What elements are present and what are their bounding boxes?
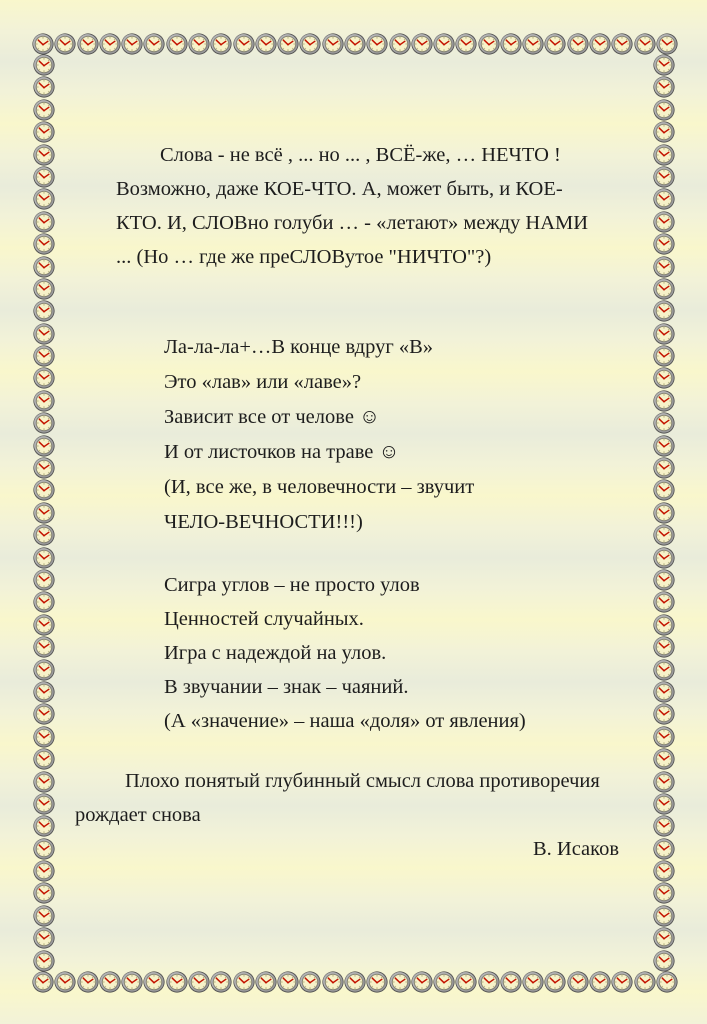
clock-icon xyxy=(299,971,321,993)
clock-icon xyxy=(33,681,55,703)
clock-icon xyxy=(33,457,55,479)
clock-icon xyxy=(653,76,675,98)
clock-icon xyxy=(32,33,54,55)
clock-icon xyxy=(33,256,55,278)
clock-icon xyxy=(653,278,675,300)
clock-icon xyxy=(277,971,299,993)
clock-icon xyxy=(656,33,678,55)
clock-icon xyxy=(99,971,121,993)
clock-icon xyxy=(653,726,675,748)
clock-icon xyxy=(653,905,675,927)
clock-icon xyxy=(653,860,675,882)
clock-icon xyxy=(233,33,255,55)
clock-icon xyxy=(33,524,55,546)
clock-icon xyxy=(366,971,388,993)
intro-paragraph xyxy=(116,138,634,274)
clock-icon xyxy=(33,547,55,569)
clock-icon xyxy=(653,838,675,860)
clock-icon xyxy=(33,211,55,233)
clock-icon xyxy=(653,793,675,815)
clock-icon xyxy=(33,838,55,860)
clock-icon xyxy=(33,905,55,927)
clock-icon xyxy=(33,591,55,613)
stanza-line: В звучании – знак – чаяний. xyxy=(164,676,409,698)
clock-icon xyxy=(121,971,143,993)
clock-icon xyxy=(653,659,675,681)
clock-icon xyxy=(653,950,675,972)
clock-icon xyxy=(653,345,675,367)
clock-icon xyxy=(653,144,675,166)
clock-icon xyxy=(455,33,477,55)
clock-icon xyxy=(121,33,143,55)
clock-icon xyxy=(33,99,55,121)
clock-icon xyxy=(653,927,675,949)
clock-border-bottom xyxy=(32,971,678,993)
clock-icon xyxy=(33,76,55,98)
clock-icon xyxy=(188,33,210,55)
clock-icon xyxy=(322,33,344,55)
clock-icon xyxy=(411,971,433,993)
clock-icon xyxy=(653,54,675,76)
clock-icon xyxy=(653,547,675,569)
clock-icon xyxy=(653,636,675,658)
clock-icon xyxy=(33,703,55,725)
clock-icon xyxy=(653,412,675,434)
clock-icon xyxy=(210,971,232,993)
clock-icon xyxy=(33,502,55,524)
stanza-line: Зависит все от челове ☺ xyxy=(164,406,380,428)
clock-icon xyxy=(210,33,232,55)
clock-icon xyxy=(455,971,477,993)
clock-icon xyxy=(33,121,55,143)
clock-icon xyxy=(611,33,633,55)
clock-icon xyxy=(522,971,544,993)
clock-icon xyxy=(33,390,55,412)
clock-icon xyxy=(478,33,500,55)
clock-icon xyxy=(634,33,656,55)
clock-icon xyxy=(653,367,675,389)
clock-icon xyxy=(389,33,411,55)
clock-border-top xyxy=(32,33,678,55)
clock-icon xyxy=(389,971,411,993)
clock-icon xyxy=(653,614,675,636)
clock-icon xyxy=(255,971,277,993)
closing-line: Плохо понятый глубинный смысл слова противоречия xyxy=(125,770,600,792)
clock-icon xyxy=(299,33,321,55)
closing-paragraph xyxy=(75,764,632,866)
clock-icon xyxy=(411,33,433,55)
clock-icon xyxy=(589,971,611,993)
intro-line: ... (Но … где же преСЛОВутое "НИЧТО"?) xyxy=(116,246,492,268)
clock-icon xyxy=(522,33,544,55)
clock-icon xyxy=(33,726,55,748)
clock-icon xyxy=(77,971,99,993)
clock-icon xyxy=(54,33,76,55)
clock-icon xyxy=(653,121,675,143)
clock-icon xyxy=(166,33,188,55)
clock-icon xyxy=(33,367,55,389)
intro-line: КТО. И, СЛОВно голуби … - «летают» между НАМИ xyxy=(116,212,589,234)
clock-icon xyxy=(366,33,388,55)
clock-icon xyxy=(33,882,55,904)
stanza-line: Это «лав» или «лаве»? xyxy=(164,371,362,393)
author-signature: В. Исаков xyxy=(532,838,619,860)
clock-icon xyxy=(500,33,522,55)
clock-icon xyxy=(653,748,675,770)
clock-icon xyxy=(143,33,165,55)
clock-icon xyxy=(33,323,55,345)
stanza-line: (А «значение» – наша «доля» от явления) xyxy=(164,710,526,732)
clock-icon xyxy=(433,971,455,993)
clock-border-right xyxy=(653,54,675,972)
clock-icon xyxy=(54,971,76,993)
clock-icon xyxy=(653,211,675,233)
clock-icon xyxy=(567,971,589,993)
clock-icon xyxy=(500,971,522,993)
clock-icon xyxy=(166,971,188,993)
stanza-line: Ценностей случайных. xyxy=(164,608,364,630)
clock-icon xyxy=(544,971,566,993)
clock-icon xyxy=(653,99,675,121)
clock-icon xyxy=(33,860,55,882)
clock-icon xyxy=(653,479,675,501)
clock-icon xyxy=(478,971,500,993)
clock-icon xyxy=(33,435,55,457)
poem-content xyxy=(75,138,632,866)
stanza-line: (И, все же, в человечности – звучит xyxy=(164,476,475,498)
clock-icon xyxy=(322,971,344,993)
clock-icon xyxy=(33,748,55,770)
stanza-line: Сигра углов – не просто улов xyxy=(164,574,420,596)
clock-icon xyxy=(33,54,55,76)
clock-icon xyxy=(277,33,299,55)
clock-icon xyxy=(611,971,633,993)
clock-icon xyxy=(653,256,675,278)
clock-icon xyxy=(33,479,55,501)
clock-icon xyxy=(33,793,55,815)
clock-icon xyxy=(33,569,55,591)
clock-icon xyxy=(653,569,675,591)
clock-icon xyxy=(32,971,54,993)
clock-icon xyxy=(33,815,55,837)
clock-icon xyxy=(653,323,675,345)
clock-icon xyxy=(33,659,55,681)
clock-icon xyxy=(653,300,675,322)
clock-icon xyxy=(589,33,611,55)
clock-icon xyxy=(33,771,55,793)
clock-icon xyxy=(653,703,675,725)
clock-icon xyxy=(653,882,675,904)
closing-line: рождает снова xyxy=(75,804,201,826)
clock-icon xyxy=(33,950,55,972)
clock-icon xyxy=(33,614,55,636)
stanza-line: ЧЕЛО-ВЕЧНОСТИ!!!) xyxy=(164,511,363,533)
clock-icon xyxy=(233,971,255,993)
stanza-line: Игра с надеждой на улов. xyxy=(164,642,387,664)
clock-icon xyxy=(433,33,455,55)
clock-icon xyxy=(653,188,675,210)
clock-icon xyxy=(653,390,675,412)
intro-line: Возможно, даже КОЕ-ЧТО. А, может быть, и КОЕ- xyxy=(116,178,563,200)
clock-icon xyxy=(188,971,210,993)
clock-icon xyxy=(653,435,675,457)
clock-icon xyxy=(33,278,55,300)
clock-icon xyxy=(653,815,675,837)
clock-icon xyxy=(33,300,55,322)
poem-stanza-2 xyxy=(164,568,632,738)
clock-icon xyxy=(33,636,55,658)
clock-icon xyxy=(33,144,55,166)
clock-icon xyxy=(567,33,589,55)
clock-icon xyxy=(653,524,675,546)
clock-icon xyxy=(33,412,55,434)
clock-icon xyxy=(344,971,366,993)
clock-icon xyxy=(653,681,675,703)
clock-icon xyxy=(143,971,165,993)
clock-icon xyxy=(653,591,675,613)
clock-icon xyxy=(33,927,55,949)
clock-icon xyxy=(33,233,55,255)
stanza-line: И от листочков на траве ☺ xyxy=(164,441,400,463)
poem-stanza-1 xyxy=(164,330,632,540)
clock-icon xyxy=(634,971,656,993)
clock-icon xyxy=(656,971,678,993)
clock-icon xyxy=(544,33,566,55)
clock-icon xyxy=(33,166,55,188)
clock-icon xyxy=(99,33,121,55)
clock-icon xyxy=(653,233,675,255)
clock-icon xyxy=(653,502,675,524)
intro-line: Слова - не всё , ... но ... , ВСЁ-же, … НЕЧТО ! xyxy=(160,144,561,166)
clock-border-left xyxy=(33,54,55,972)
clock-icon xyxy=(653,457,675,479)
clock-icon xyxy=(344,33,366,55)
clock-icon xyxy=(653,166,675,188)
clock-icon xyxy=(77,33,99,55)
clock-icon xyxy=(33,345,55,367)
clock-icon xyxy=(653,771,675,793)
clock-icon xyxy=(255,33,277,55)
clock-icon xyxy=(33,188,55,210)
stanza-line: Ла-ла-ла+…В конце вдруг «В» xyxy=(164,336,434,358)
